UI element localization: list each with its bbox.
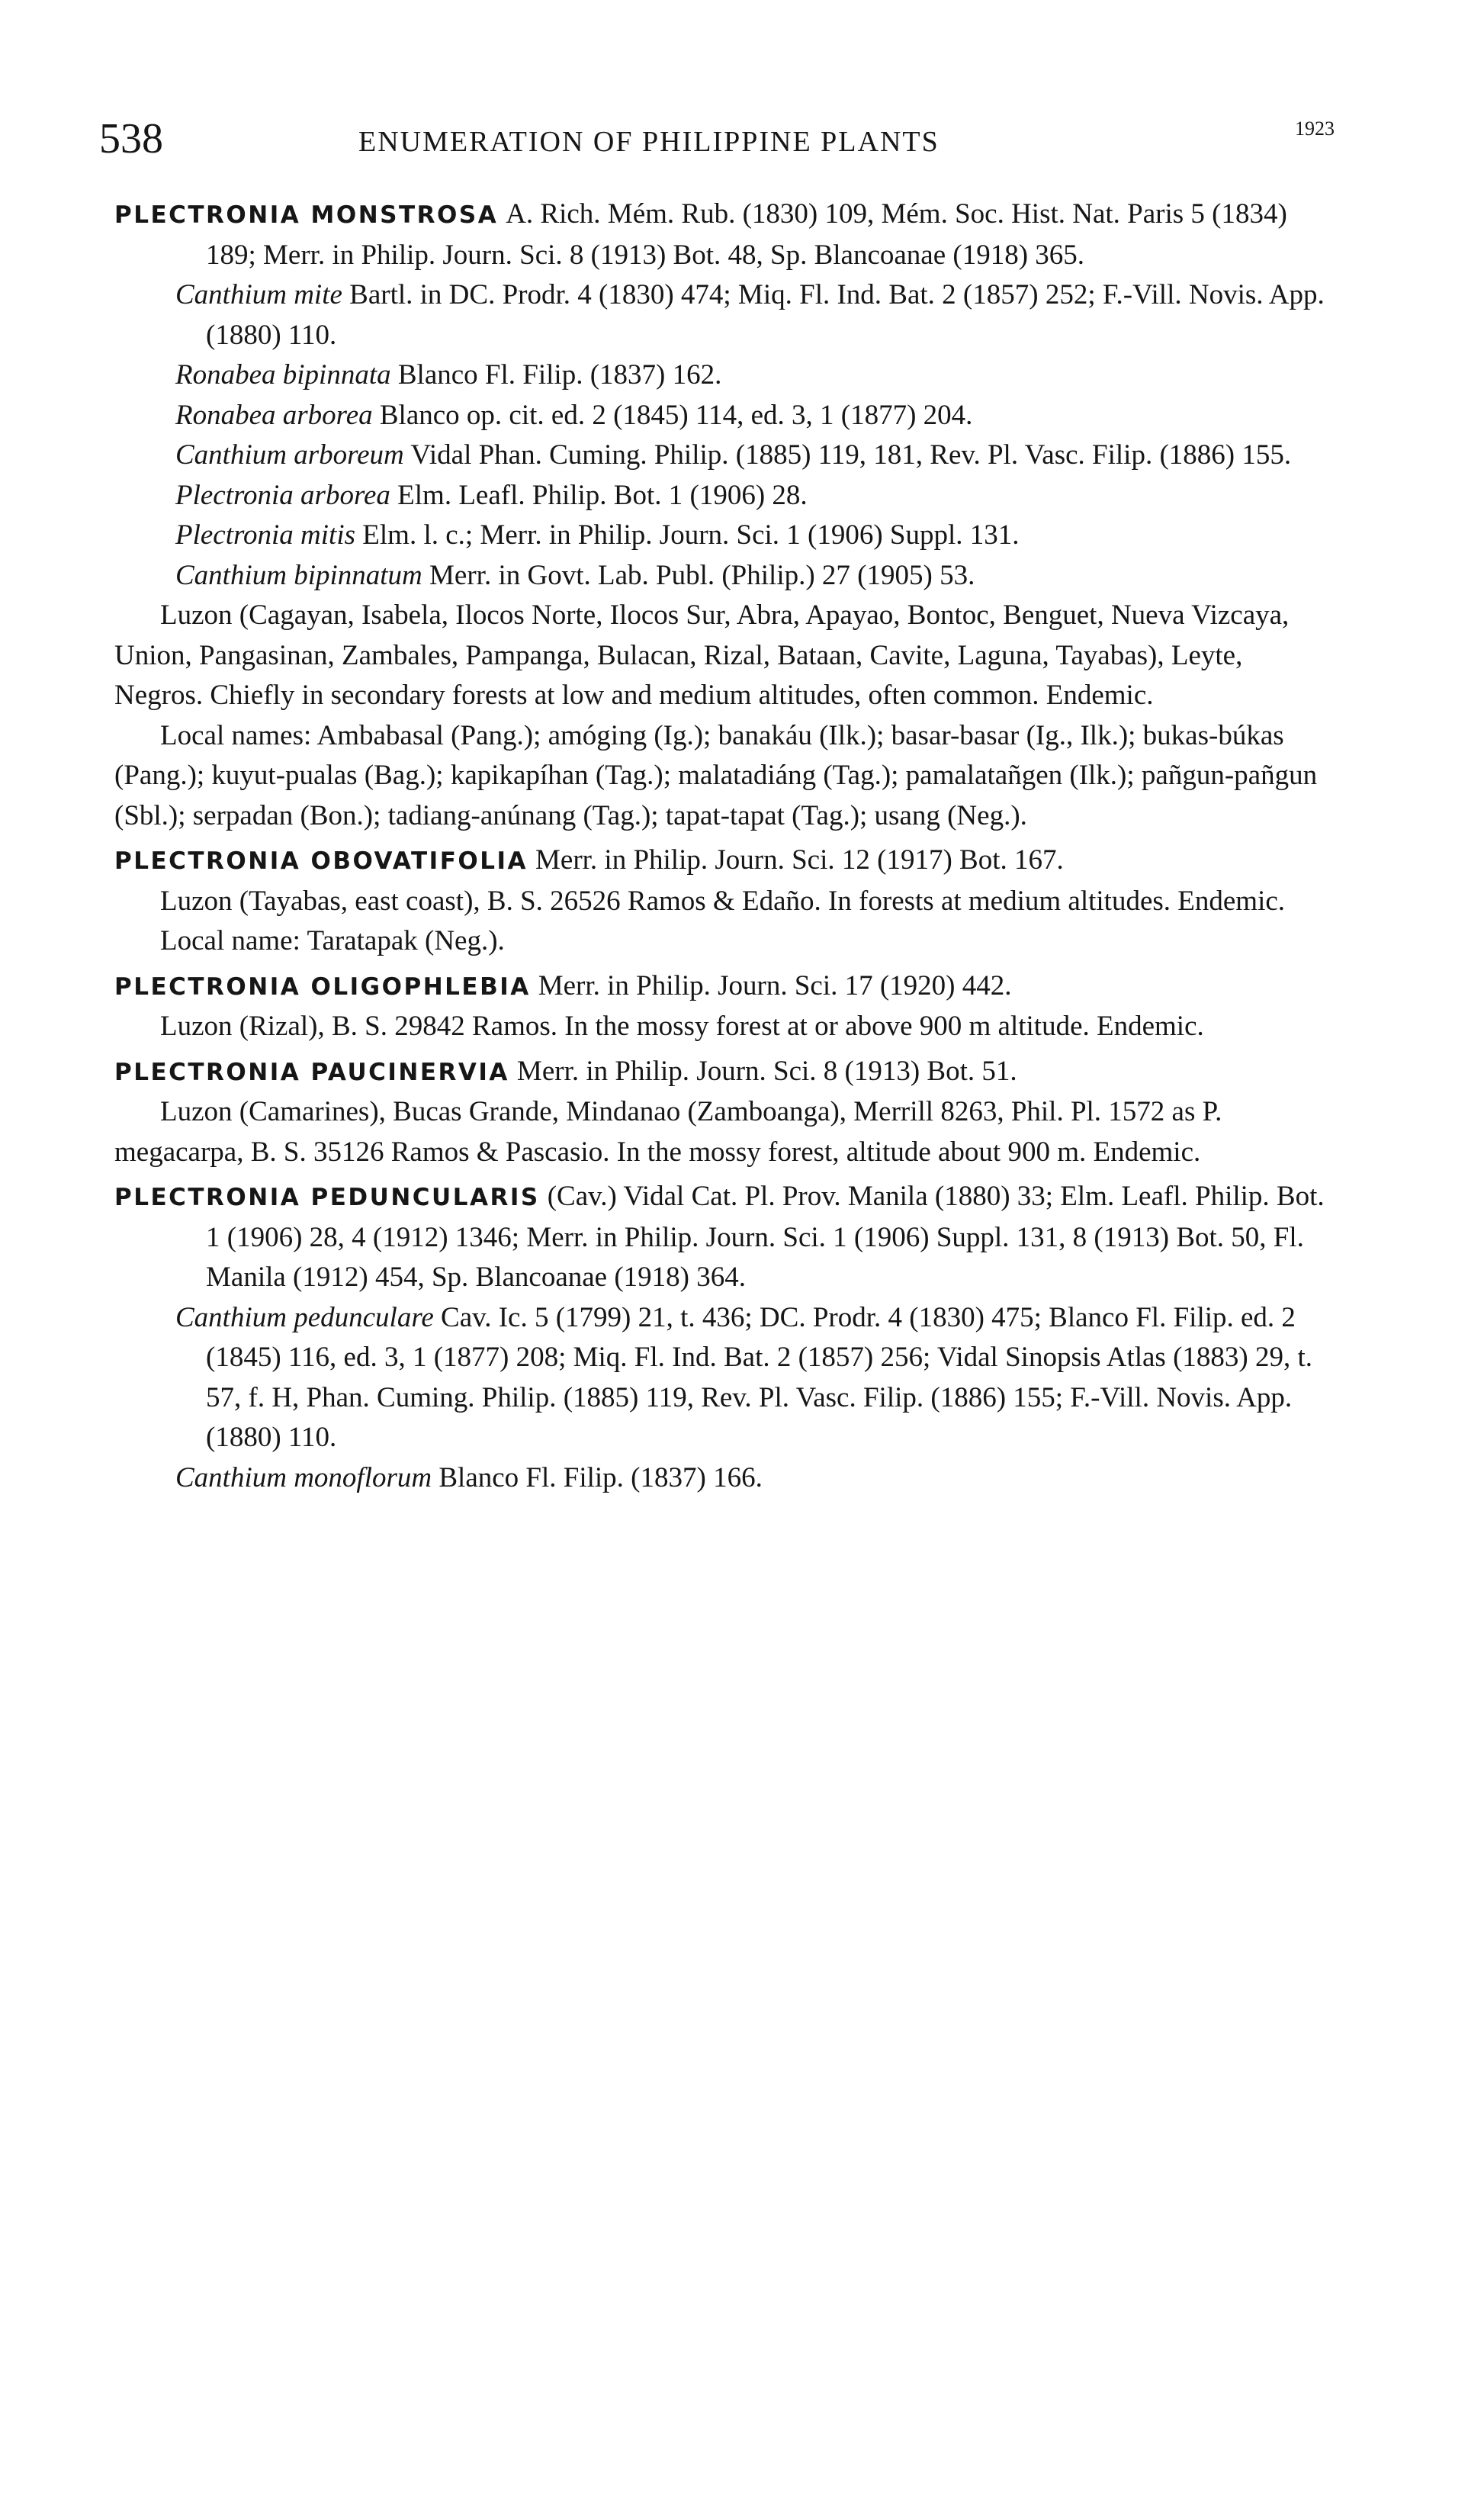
species-name: PLECTRONIA OLIGOPHLEBIA [114,972,531,1001]
synonym-name: Canthium arboreum [175,439,404,471]
species-entry [114,1052,1335,1173]
synonym-name: Canthium mite [175,279,342,310]
synonym-citation: Merr. in Govt. Lab. Publ. (Philip.) 27 (1905) 53. [429,559,975,591]
species-citation: A. Rich. Mém. Rub. (1830) 109, Mém. Soc. Hist. Nat. Paris 5 (1834) 189; Merr. in Philip. Journ. Sci. 8 (1913) Bot. 48, Sp. Blancoanae (1918) 365. [206,198,1287,271]
synonym-name: Canthium bipinnatum [175,559,422,591]
distribution-paragraph: Luzon (Cagayan, Isabela, Ilocos Norte, Ilocos Sur, Abra, Apayao, Bontoc, Benguet, Nueva Vizcaya, Union, Pangasinan, Zambales, Pampanga, Bulacan, Rizal, Bataan, Cavite, Laguna, Tayabas), Leyte, Negros. Chiefly in secondary forests at low and medium altitudes, often common. Endemic. [114,600,1290,711]
synonym [114,355,1335,396]
local-names-paragraph: Local names: Ambabasal (Pang.); amóging (Ig.); banakáu (Ilk.); basar-basar (Ig., Ilk.); bukas-búkas (Pang.); kuyut-pualas (Bag.); kapikapíhan (Tag.); malatadiáng (Tag.); pamalatañgen (Ilk.); pañgun-pañgun (Sbl.); serpadan (Bon.); tadiang-anúnang (Tag.); tapat-tapat (Tag.); usang (Neg.). [114,719,1318,831]
page-body [114,194,1335,1503]
species-name: PLECTRONIA PAUCINERVIA [114,1058,509,1086]
species-entry [114,966,1335,1047]
page-header [99,114,1335,175]
species-citation: Merr. in Philip. Journ. Sci. 12 (1917) Bot. 167. [535,844,1064,876]
species-citation: Merr. in Philip. Journ. Sci. 17 (1920) 442. [538,969,1012,1001]
synonym-citation: Vidal Phan. Cuming. Philip. (1885) 119, 181, Rev. Pl. Vasc. Filip. (1886) 155. [410,439,1292,471]
species-heading [114,966,1335,1008]
synonym-citation: Blanco Fl. Filip. (1837) 162. [397,359,722,391]
synonym-name: Ronabea bipinnata [175,359,391,391]
species-name: PLECTRONIA PEDUNCULARIS [114,1184,540,1211]
synonym [114,436,1335,476]
species-name: PLECTRONIA OBOVATIFOLIA [114,847,528,875]
distribution-paragraph: Luzon (Camarines), Bucas Grande, Mindanao (Zamboanga), Merrill 8263, Phil. Pl. 1572 as P. megacarpa, B. S. 35126 Ramos & Pascasio. In the mossy forest, altitude about 900 m. Endemic. [114,1096,1222,1168]
distribution-paragraph: Luzon (Tayabas, east coast), B. S. 26526 Ramos & Edaño. In forests at medium altitudes. Endemic. [160,885,1286,917]
synonym [114,476,1335,516]
synonym-citation: Cav. Ic. 5 (1799) 21, t. 436; DC. Prodr. 4 (1830) 475; Blanco Fl. Filip. ed. 2 (1845) 116, ed. 3, 1 (1877) 208; Miq. Fl. Ind. Bat. 2 (1857) 256; Vidal Sinopsis Atlas (1883) 29, t. 57, f. H, Phan. Cuming. Philip. (1885) 119, Rev. Pl. Vasc. Filip. (1886) 155; F.-Vill. Novis. App. (1880) 110. [206,1301,1313,1453]
synonym-name: Canthium monoflorum [175,1461,432,1493]
synonym-name: Canthium pedunculare [175,1301,434,1333]
local-names-paragraph: Local name: Taratapak (Neg.). [160,925,505,956]
synonym-citation: Blanco Fl. Filip. (1837) 166. [438,1461,763,1493]
synonym-citation: Bartl. in DC. Prodr. 4 (1830) 474; Miq. Fl. Ind. Bat. 2 (1857) 252; F.-Vill. Novis. App. (1880) 110. [206,279,1325,351]
species-heading [114,1052,1335,1093]
synonym-citation: Blanco op. cit. ed. 2 (1845) 114, ed. 3, 1 (1877) 204. [379,399,973,431]
species-entry [114,841,1335,962]
synonym-name: Plectronia mitis [175,519,356,551]
species-citation: Merr. in Philip. Journ. Sci. 8 (1913) Bot. 51. [516,1055,1017,1087]
species-entry [114,194,1335,836]
species-entry [114,1177,1335,1498]
distribution-paragraph: Luzon (Rizal), B. S. 29842 Ramos. In the mossy forest at or above 900 m altitude. Endemic. [160,1011,1204,1042]
header-year: 1923 [1295,117,1335,140]
synonym [114,556,1335,596]
synonym-citation: Elm. Leafl. Philip. Bot. 1 (1906) 28. [397,479,808,511]
synonym-name: Plectronia arborea [175,479,390,511]
synonym [114,396,1335,436]
species-name: PLECTRONIA MONSTROSA [114,201,499,229]
species-heading [114,841,1335,882]
page-number: 538 [99,115,163,162]
running-head: ENUMERATION OF PHILIPPINE PLANTS [358,126,940,158]
synonym [114,1298,1335,1458]
species-heading [114,194,1335,275]
synonym-name: Ronabea arborea [175,399,373,431]
synonym [114,275,1335,355]
synonym [114,516,1335,556]
species-heading [114,1177,1335,1298]
synonym [114,1458,1335,1499]
synonym-citation: Elm. l. c.; Merr. in Philip. Journ. Sci. 1 (1906) Suppl. 131. [362,519,1020,551]
species-citation: (Cav.) Vidal Cat. Pl. Prov. Manila (1880) 33; Elm. Leafl. Philip. Bot. 1 (1906) 28, 4 (1912) 1346; Merr. in Philip. Journ. Sci. 1 (1906) Suppl. 131, 8 (1913) Bot. 50, Fl. Manila (1912) 454, Sp. Blancoanae (1918) 364. [206,1181,1325,1293]
